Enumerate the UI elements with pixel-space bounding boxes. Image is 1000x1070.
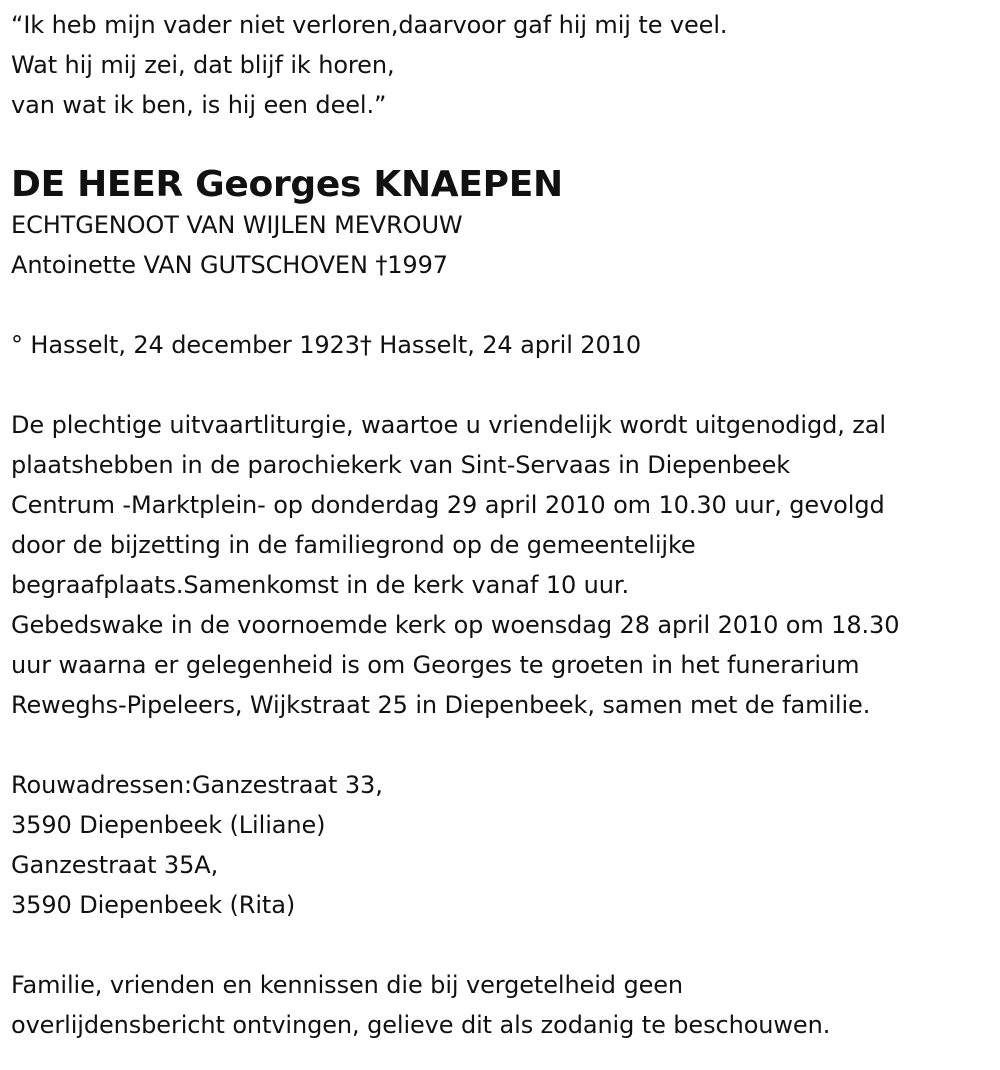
- address-line: Ganzestraat 35A,: [11, 851, 219, 879]
- deceased-name: DE HEER Georges KNAEPEN: [11, 164, 563, 205]
- birth-death-dates: ° Hasselt, 24 december 1923† Hasselt, 24 april 2010: [11, 331, 641, 359]
- relation-line: ECHTGENOOT VAN WIJLEN MEVROUW: [11, 211, 463, 239]
- address-line: 3590 Diepenbeek (Rita): [11, 891, 296, 919]
- spacer: [11, 285, 996, 325]
- spacer: [11, 365, 996, 405]
- spacer: [11, 925, 996, 965]
- ceremony-line: Reweghs-Pipeleers, Wijkstraat 25 in Diepenbeek, samen met de familie.: [11, 691, 871, 719]
- ceremony-line: Gebedswake in de voornoemde kerk op woensdag 28 april 2010 om 18.30: [11, 611, 900, 639]
- ceremony-line: plaatshebben in de parochiekerk van Sint-Servaas in Diepenbeek: [11, 451, 791, 479]
- address-line: Rouwadressen:Ganzestraat 33,: [11, 771, 383, 799]
- ceremony-line: begraafplaats.Samenkomst in de kerk vanaf 10 uur.: [11, 571, 629, 599]
- ceremony-line: door de bijzetting in de familiegrond op de gemeentelijke: [11, 531, 696, 559]
- relation-line: Antoinette VAN GUTSCHOVEN †1997: [11, 251, 448, 279]
- closing-line: Familie, vrienden en kennissen die bij vergetelheid geen: [11, 971, 684, 999]
- ceremony-line: Centrum -Marktplein- op donderdag 29 april 2010 om 10.30 uur, gevolgd: [11, 491, 885, 519]
- quote-line: “Ik heb mijn vader niet verloren,daarvoor gaf hij mij te veel.: [11, 11, 728, 39]
- ceremony-line: uur waarna er gelegenheid is om Georges te groeten in het funerarium: [11, 651, 860, 679]
- closing-line: overlijdensbericht ontvingen, gelieve dit als zodanig te beschouwen.: [11, 1011, 831, 1039]
- address-line: 3590 Diepenbeek (Liliane): [11, 811, 326, 839]
- memorial-quote: [11, 5, 996, 125]
- spacer: [11, 725, 996, 765]
- quote-line: Wat hij mij zei, dat blijf ik horen,: [11, 51, 395, 79]
- relation-block: [11, 205, 996, 285]
- mourning-addresses: [11, 765, 996, 925]
- obituary-page: [11, 0, 996, 1045]
- closing-note: [11, 965, 996, 1045]
- quote-line: van wat ik ben, is hij een deel.”: [11, 91, 387, 119]
- ceremony-line: De plechtige uitvaartliturgie, waartoe u vriendelijk wordt uitgenodigd, zal: [11, 411, 886, 439]
- ceremony-text: [11, 405, 996, 725]
